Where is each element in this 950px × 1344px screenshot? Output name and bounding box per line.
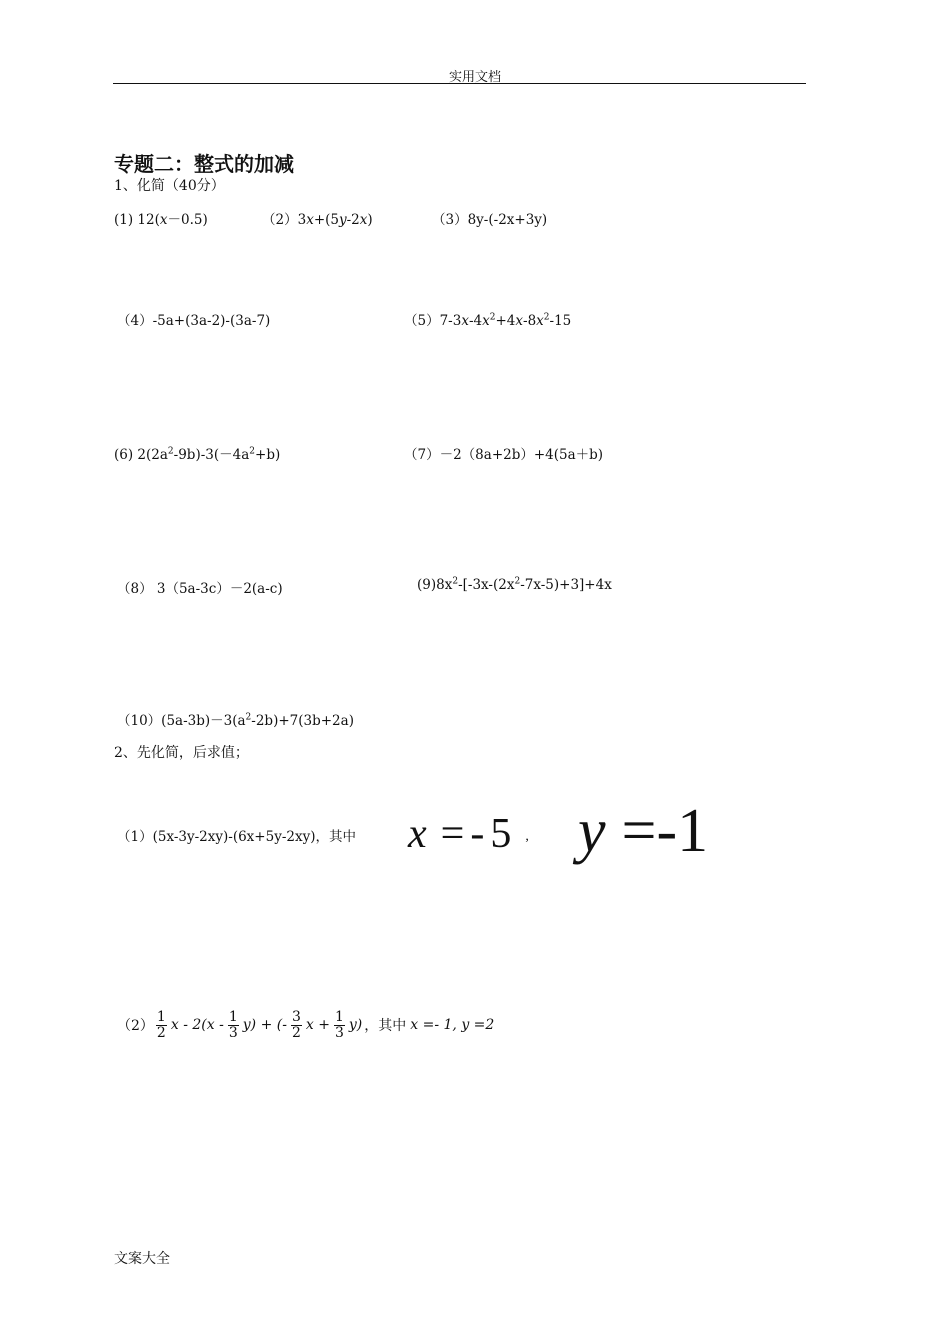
problem-8: （8） 3（5a-3c）－2(a-c) xyxy=(117,581,283,597)
problem-3: （3）8y-(-2x+3y) xyxy=(432,212,548,228)
fraction-1: $\frac{1}{2}$ xyxy=(156,1009,166,1041)
page-title: 专题二：整式的加减 xyxy=(114,152,294,176)
problem-10: $(10)(5a-3b)-3(a^2-2b)+7(3b+2a)$ xyxy=(117,712,354,729)
problem-2: （2）3x+(5y-2x) xyxy=(262,212,373,228)
question-1-y-value: y =-1 xyxy=(578,797,709,865)
problem-4: （4）-5a+(3a-2)-(3a-7) xyxy=(117,313,271,329)
section1-heading: 1、化简（40分） xyxy=(114,178,225,194)
page-footer: 文案大全 xyxy=(114,1251,170,1267)
page-header: 实用文档 xyxy=(448,70,501,85)
question-2-condition-label: ，其中 xyxy=(364,1018,407,1035)
fraction-2: $\frac{1}{3}$ xyxy=(228,1009,238,1041)
question-1-expression: （1）(5x-3y-2xy)-(6x+5y-2xy)，其中 xyxy=(117,829,356,845)
header-rule xyxy=(113,83,806,84)
question-1-x-value: x =-5 , xyxy=(408,811,529,857)
problem-6: (6) $2(2a^2-9b)-3(-4a^2+b)$ xyxy=(114,446,281,463)
problem-1: (1) 12(x－0.5) xyxy=(114,212,208,228)
problem-5: $(5)7-3x-4x^2+4x-8x^2-15$ xyxy=(404,312,572,329)
question-2-expression: （2） $\frac{1}{2}$ x - 2(x - $\frac{1}{3}$ y) + (- $\frac{3}{2}$ x + $\frac{1}{3}$ y) ，其中 x =- 1, y =2 xyxy=(117,1009,495,1041)
fraction-4: $\frac{1}{3}$ xyxy=(334,1009,344,1041)
fraction-3: $\frac{3}{2}$ xyxy=(291,1009,301,1041)
question-2-label: （2） xyxy=(117,1018,154,1035)
problem-9: $(9)8x^2-[-3x-(2x^2-7x-5)+3]+4x$ xyxy=(417,576,612,593)
section2-heading: 2、先化简，后求值； xyxy=(114,745,249,761)
problem-7: （7）－2（8a+2b）+4(5a＋b) xyxy=(404,447,604,463)
question-2-condition-values: x =- 1, y =2 xyxy=(410,1017,495,1034)
